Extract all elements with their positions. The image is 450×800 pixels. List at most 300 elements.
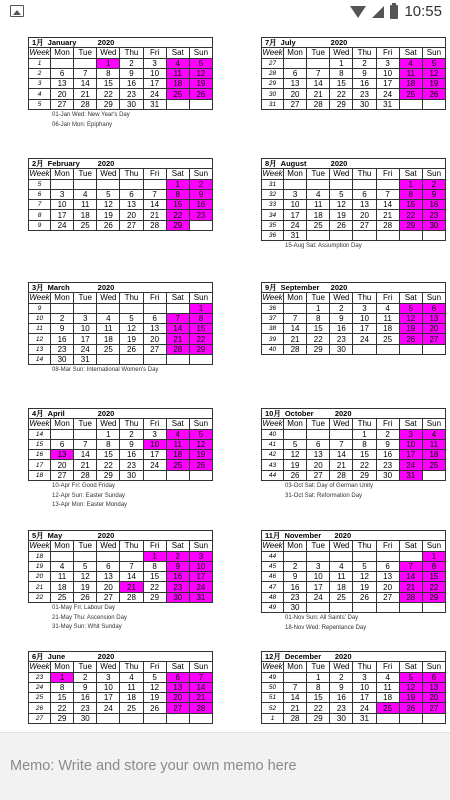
day-cell[interactable]: 5 <box>120 313 143 323</box>
day-cell[interactable]: 6 <box>51 439 74 449</box>
day-cell[interactable]: 3 <box>143 429 166 439</box>
day-cell[interactable]: 10 <box>307 572 330 582</box>
day-cell[interactable]: 29 <box>189 344 212 354</box>
day-cell[interactable] <box>189 470 212 480</box>
day-cell[interactable]: 29 <box>97 470 120 480</box>
day-cell[interactable]: 23 <box>74 703 97 713</box>
day-cell[interactable]: 14 <box>74 79 97 89</box>
day-cell[interactable]: 7 <box>399 561 422 571</box>
day-cell[interactable] <box>120 551 143 561</box>
day-cell[interactable]: 5 <box>353 561 376 571</box>
day-cell[interactable] <box>97 713 120 723</box>
day-cell[interactable]: 18 <box>399 79 422 89</box>
day-cell[interactable] <box>376 603 399 613</box>
day-cell[interactable]: 20 <box>284 89 307 99</box>
day-cell[interactable]: 30 <box>74 713 97 723</box>
day-cell[interactable]: 2 <box>376 429 399 439</box>
day-cell[interactable]: 14 <box>74 450 97 460</box>
day-cell[interactable]: 17 <box>143 450 166 460</box>
day-cell[interactable]: 9 <box>284 572 307 582</box>
day-cell[interactable]: 17 <box>284 210 307 220</box>
day-cell[interactable]: 10 <box>399 439 422 449</box>
day-cell[interactable] <box>353 551 376 561</box>
day-cell[interactable]: 30 <box>353 99 376 109</box>
day-cell[interactable] <box>97 551 120 561</box>
day-cell[interactable]: 7 <box>307 68 330 78</box>
day-cell[interactable]: 12 <box>284 450 307 460</box>
day-cell[interactable] <box>74 179 97 189</box>
day-cell[interactable]: 21 <box>74 89 97 99</box>
day-cell[interactable]: 29 <box>51 713 74 723</box>
day-cell[interactable]: 20 <box>307 460 330 470</box>
day-cell[interactable]: 5 <box>189 58 212 68</box>
day-cell[interactable]: 19 <box>284 460 307 470</box>
day-cell[interactable]: 25 <box>120 703 143 713</box>
day-cell[interactable]: 24 <box>143 460 166 470</box>
day-cell[interactable]: 23 <box>284 592 307 602</box>
day-cell[interactable]: 20 <box>143 334 166 344</box>
day-cell[interactable] <box>284 551 307 561</box>
day-cell[interactable]: 10 <box>353 313 376 323</box>
day-cell[interactable]: 25 <box>74 220 97 230</box>
day-cell[interactable]: 17 <box>74 334 97 344</box>
day-cell[interactable]: 1 <box>307 672 330 682</box>
day-cell[interactable] <box>189 355 212 365</box>
day-cell[interactable]: 23 <box>330 703 353 713</box>
day-cell[interactable]: 11 <box>399 68 422 78</box>
day-cell[interactable] <box>120 355 143 365</box>
day-cell[interactable]: 19 <box>422 79 445 89</box>
day-cell[interactable]: 19 <box>330 210 353 220</box>
day-cell[interactable]: 29 <box>422 592 445 602</box>
day-cell[interactable]: 22 <box>307 334 330 344</box>
day-cell[interactable]: 12 <box>143 682 166 692</box>
day-cell[interactable] <box>330 551 353 561</box>
day-cell[interactable]: 11 <box>376 682 399 692</box>
day-cell[interactable]: 24 <box>51 220 74 230</box>
day-cell[interactable]: 2 <box>189 179 212 189</box>
day-cell[interactable]: 17 <box>143 79 166 89</box>
day-cell[interactable]: 11 <box>422 439 445 449</box>
day-cell[interactable]: 6 <box>143 313 166 323</box>
day-cell[interactable]: 10 <box>353 682 376 692</box>
day-cell[interactable]: 25 <box>376 334 399 344</box>
day-cell[interactable]: 26 <box>422 89 445 99</box>
day-cell[interactable]: 19 <box>74 582 97 592</box>
day-cell[interactable]: 25 <box>166 89 189 99</box>
day-cell[interactable]: 15 <box>399 200 422 210</box>
day-cell[interactable]: 23 <box>353 89 376 99</box>
day-cell[interactable]: 13 <box>51 450 74 460</box>
day-cell[interactable]: 30 <box>330 344 353 354</box>
day-cell[interactable]: 9 <box>120 439 143 449</box>
day-cell[interactable]: 14 <box>307 79 330 89</box>
day-cell[interactable]: 31 <box>399 470 422 480</box>
day-cell[interactable]: 3 <box>353 303 376 313</box>
day-cell[interactable]: 12 <box>353 572 376 582</box>
day-cell[interactable]: 1 <box>51 672 74 682</box>
day-cell[interactable]: 11 <box>166 68 189 78</box>
day-cell[interactable] <box>399 713 422 723</box>
day-cell[interactable]: 21 <box>189 693 212 703</box>
day-cell[interactable] <box>376 344 399 354</box>
day-cell[interactable]: 31 <box>284 231 307 241</box>
day-cell[interactable]: 20 <box>422 324 445 334</box>
day-cell[interactable]: 7 <box>74 68 97 78</box>
day-cell[interactable]: 14 <box>376 200 399 210</box>
day-cell[interactable]: 24 <box>307 592 330 602</box>
day-cell[interactable]: 3 <box>51 189 74 199</box>
day-cell[interactable]: 25 <box>376 703 399 713</box>
day-cell[interactable]: 16 <box>376 450 399 460</box>
day-cell[interactable]: 4 <box>399 58 422 68</box>
day-cell[interactable]: 16 <box>120 79 143 89</box>
day-cell[interactable]: 19 <box>399 693 422 703</box>
day-cell[interactable] <box>330 179 353 189</box>
day-cell[interactable]: 13 <box>120 200 143 210</box>
day-cell[interactable]: 19 <box>189 450 212 460</box>
day-cell[interactable]: 17 <box>399 450 422 460</box>
day-cell[interactable]: 15 <box>330 79 353 89</box>
day-cell[interactable]: 2 <box>330 303 353 313</box>
day-cell[interactable] <box>353 603 376 613</box>
day-cell[interactable]: 26 <box>143 703 166 713</box>
day-cell[interactable]: 27 <box>166 703 189 713</box>
day-cell[interactable]: 29 <box>166 220 189 230</box>
day-cell[interactable]: 9 <box>51 324 74 334</box>
day-cell[interactable]: 30 <box>166 592 189 602</box>
day-cell[interactable]: 8 <box>307 682 330 692</box>
day-cell[interactable]: 11 <box>51 572 74 582</box>
day-cell[interactable] <box>97 303 120 313</box>
day-cell[interactable]: 21 <box>284 703 307 713</box>
day-cell[interactable]: 7 <box>120 561 143 571</box>
day-cell[interactable]: 24 <box>399 460 422 470</box>
day-cell[interactable]: 21 <box>307 89 330 99</box>
day-cell[interactable]: 9 <box>376 439 399 449</box>
day-cell[interactable]: 26 <box>120 344 143 354</box>
day-cell[interactable]: 8 <box>166 189 189 199</box>
day-cell[interactable] <box>74 303 97 313</box>
day-cell[interactable]: 11 <box>120 682 143 692</box>
day-cell[interactable]: 16 <box>166 572 189 582</box>
day-cell[interactable]: 9 <box>330 313 353 323</box>
day-cell[interactable]: 1 <box>189 303 212 313</box>
day-cell[interactable]: 25 <box>330 592 353 602</box>
day-cell[interactable]: 28 <box>307 99 330 109</box>
day-cell[interactable]: 17 <box>51 210 74 220</box>
day-cell[interactable]: 9 <box>189 189 212 199</box>
day-cell[interactable]: 1 <box>166 179 189 189</box>
day-cell[interactable]: 3 <box>143 58 166 68</box>
day-cell[interactable] <box>399 344 422 354</box>
day-cell[interactable]: 17 <box>376 79 399 89</box>
day-cell[interactable]: 15 <box>97 450 120 460</box>
day-cell[interactable]: 6 <box>422 672 445 682</box>
day-cell[interactable]: 21 <box>120 582 143 592</box>
day-cell[interactable]: 3 <box>399 429 422 439</box>
day-cell[interactable] <box>166 303 189 313</box>
day-cell[interactable] <box>353 344 376 354</box>
day-cell[interactable]: 22 <box>97 460 120 470</box>
day-cell[interactable] <box>120 303 143 313</box>
day-cell[interactable] <box>284 303 307 313</box>
day-cell[interactable]: 16 <box>189 200 212 210</box>
day-cell[interactable]: 1 <box>307 303 330 313</box>
day-cell[interactable]: 4 <box>422 429 445 439</box>
day-cell[interactable]: 18 <box>120 693 143 703</box>
day-cell[interactable] <box>307 231 330 241</box>
day-cell[interactable]: 9 <box>353 68 376 78</box>
day-cell[interactable]: 22 <box>353 460 376 470</box>
day-cell[interactable]: 4 <box>51 561 74 571</box>
day-cell[interactable] <box>422 344 445 354</box>
day-cell[interactable] <box>376 551 399 561</box>
day-cell[interactable]: 18 <box>74 210 97 220</box>
day-cell[interactable]: 4 <box>166 429 189 439</box>
day-cell[interactable] <box>284 179 307 189</box>
day-cell[interactable] <box>51 58 74 68</box>
day-cell[interactable]: 23 <box>120 460 143 470</box>
day-cell[interactable]: 5 <box>143 672 166 682</box>
day-cell[interactable]: 2 <box>120 429 143 439</box>
day-cell[interactable]: 10 <box>51 200 74 210</box>
day-cell[interactable]: 8 <box>97 439 120 449</box>
day-cell[interactable]: 18 <box>422 450 445 460</box>
day-cell[interactable]: 15 <box>166 200 189 210</box>
day-cell[interactable]: 17 <box>307 582 330 592</box>
day-cell[interactable]: 3 <box>307 561 330 571</box>
day-cell[interactable] <box>399 231 422 241</box>
day-cell[interactable] <box>166 355 189 365</box>
day-cell[interactable]: 26 <box>330 220 353 230</box>
day-cell[interactable]: 1 <box>422 551 445 561</box>
day-cell[interactable]: 30 <box>51 355 74 365</box>
day-cell[interactable]: 28 <box>330 470 353 480</box>
day-cell[interactable]: 17 <box>353 324 376 334</box>
day-cell[interactable]: 17 <box>189 572 212 582</box>
day-cell[interactable]: 12 <box>97 200 120 210</box>
day-cell[interactable]: 27 <box>51 470 74 480</box>
day-cell[interactable]: 2 <box>422 179 445 189</box>
day-cell[interactable]: 13 <box>376 572 399 582</box>
day-cell[interactable]: 1 <box>143 551 166 561</box>
day-cell[interactable]: 12 <box>120 324 143 334</box>
day-cell[interactable]: 6 <box>422 303 445 313</box>
day-cell[interactable] <box>422 99 445 109</box>
day-cell[interactable]: 14 <box>166 324 189 334</box>
day-cell[interactable]: 5 <box>189 429 212 439</box>
day-cell[interactable]: 18 <box>97 334 120 344</box>
day-cell[interactable]: 6 <box>376 561 399 571</box>
day-cell[interactable]: 28 <box>399 592 422 602</box>
day-cell[interactable]: 10 <box>376 68 399 78</box>
day-cell[interactable]: 27 <box>353 220 376 230</box>
day-cell[interactable]: 27 <box>307 470 330 480</box>
day-cell[interactable]: 24 <box>189 582 212 592</box>
day-cell[interactable]: 27 <box>422 703 445 713</box>
day-cell[interactable]: 19 <box>120 334 143 344</box>
day-cell[interactable] <box>422 231 445 241</box>
day-cell[interactable]: 14 <box>399 572 422 582</box>
day-cell[interactable]: 3 <box>376 58 399 68</box>
day-cell[interactable]: 29 <box>307 344 330 354</box>
day-cell[interactable]: 19 <box>143 693 166 703</box>
day-cell[interactable] <box>189 220 212 230</box>
day-cell[interactable]: 23 <box>51 344 74 354</box>
day-cell[interactable]: 2 <box>284 561 307 571</box>
day-cell[interactable]: 18 <box>376 693 399 703</box>
day-cell[interactable]: 31 <box>376 99 399 109</box>
day-cell[interactable]: 7 <box>143 189 166 199</box>
day-cell[interactable]: 9 <box>330 682 353 692</box>
day-cell[interactable]: 27 <box>51 99 74 109</box>
day-cell[interactable] <box>330 231 353 241</box>
day-cell[interactable]: 1 <box>353 429 376 439</box>
day-cell[interactable]: 16 <box>51 334 74 344</box>
day-cell[interactable]: 1 <box>330 58 353 68</box>
day-cell[interactable]: 8 <box>97 68 120 78</box>
day-cell[interactable]: 30 <box>120 470 143 480</box>
day-cell[interactable] <box>307 429 330 439</box>
day-cell[interactable]: 26 <box>399 703 422 713</box>
day-cell[interactable] <box>376 231 399 241</box>
day-cell[interactable]: 22 <box>97 89 120 99</box>
day-cell[interactable]: 20 <box>51 89 74 99</box>
day-cell[interactable]: 29 <box>307 713 330 723</box>
day-cell[interactable]: 25 <box>97 344 120 354</box>
day-cell[interactable] <box>330 603 353 613</box>
day-cell[interactable]: 3 <box>284 189 307 199</box>
day-cell[interactable]: 20 <box>376 582 399 592</box>
day-cell[interactable] <box>399 603 422 613</box>
day-cell[interactable]: 12 <box>189 439 212 449</box>
day-cell[interactable]: 25 <box>399 89 422 99</box>
memo-input[interactable] <box>10 751 440 781</box>
day-cell[interactable]: 19 <box>399 324 422 334</box>
day-cell[interactable]: 10 <box>284 200 307 210</box>
day-cell[interactable]: 8 <box>189 313 212 323</box>
day-cell[interactable]: 6 <box>166 672 189 682</box>
day-cell[interactable]: 10 <box>97 682 120 692</box>
day-cell[interactable]: 15 <box>307 324 330 334</box>
day-cell[interactable]: 4 <box>97 313 120 323</box>
day-cell[interactable]: 30 <box>376 470 399 480</box>
day-cell[interactable] <box>307 603 330 613</box>
day-cell[interactable]: 19 <box>353 582 376 592</box>
day-cell[interactable]: 24 <box>284 220 307 230</box>
day-cell[interactable]: 24 <box>353 703 376 713</box>
day-cell[interactable]: 14 <box>330 450 353 460</box>
day-cell[interactable]: 5 <box>97 189 120 199</box>
day-cell[interactable]: 23 <box>376 460 399 470</box>
day-cell[interactable] <box>166 99 189 109</box>
day-cell[interactable]: 21 <box>399 582 422 592</box>
day-cell[interactable]: 8 <box>330 68 353 78</box>
day-cell[interactable]: 12 <box>189 68 212 78</box>
day-cell[interactable]: 13 <box>422 682 445 692</box>
day-cell[interactable]: 28 <box>74 470 97 480</box>
day-cell[interactable]: 27 <box>143 344 166 354</box>
day-cell[interactable]: 21 <box>74 460 97 470</box>
day-cell[interactable]: 28 <box>166 344 189 354</box>
day-cell[interactable]: 28 <box>284 344 307 354</box>
day-cell[interactable]: 7 <box>189 672 212 682</box>
day-cell[interactable]: 30 <box>422 220 445 230</box>
day-cell[interactable]: 26 <box>97 220 120 230</box>
day-cell[interactable] <box>143 470 166 480</box>
day-cell[interactable]: 5 <box>422 58 445 68</box>
day-cell[interactable]: 22 <box>143 582 166 592</box>
day-cell[interactable]: 15 <box>307 693 330 703</box>
day-cell[interactable] <box>189 99 212 109</box>
day-cell[interactable]: 2 <box>51 313 74 323</box>
day-cell[interactable]: 4 <box>307 189 330 199</box>
day-cell[interactable]: 23 <box>422 210 445 220</box>
day-cell[interactable]: 30 <box>284 603 307 613</box>
day-cell[interactable]: 15 <box>422 572 445 582</box>
day-cell[interactable] <box>284 429 307 439</box>
calendar-scroll-area[interactable] <box>0 24 450 732</box>
day-cell[interactable]: 16 <box>330 693 353 703</box>
day-cell[interactable] <box>284 58 307 68</box>
day-cell[interactable]: 2 <box>166 551 189 561</box>
day-cell[interactable]: 18 <box>376 324 399 334</box>
day-cell[interactable]: 8 <box>399 189 422 199</box>
day-cell[interactable]: 25 <box>166 460 189 470</box>
day-cell[interactable]: 6 <box>97 561 120 571</box>
day-cell[interactable]: 28 <box>376 220 399 230</box>
day-cell[interactable] <box>74 429 97 439</box>
day-cell[interactable]: 6 <box>353 189 376 199</box>
day-cell[interactable]: 15 <box>189 324 212 334</box>
day-cell[interactable]: 5 <box>284 439 307 449</box>
day-cell[interactable]: 11 <box>97 324 120 334</box>
day-cell[interactable]: 13 <box>307 450 330 460</box>
day-cell[interactable]: 29 <box>143 592 166 602</box>
day-cell[interactable]: 20 <box>97 582 120 592</box>
day-cell[interactable]: 18 <box>330 582 353 592</box>
day-cell[interactable]: 9 <box>74 682 97 692</box>
day-cell[interactable]: 22 <box>330 89 353 99</box>
day-cell[interactable]: 17 <box>97 693 120 703</box>
day-cell[interactable]: 15 <box>353 450 376 460</box>
day-cell[interactable]: 27 <box>422 334 445 344</box>
day-cell[interactable]: 22 <box>166 210 189 220</box>
day-cell[interactable]: 12 <box>399 682 422 692</box>
day-cell[interactable]: 8 <box>143 561 166 571</box>
day-cell[interactable]: 29 <box>330 99 353 109</box>
day-cell[interactable]: 25 <box>307 220 330 230</box>
day-cell[interactable]: 29 <box>399 220 422 230</box>
day-cell[interactable]: 7 <box>330 439 353 449</box>
day-cell[interactable]: 11 <box>74 200 97 210</box>
day-cell[interactable]: 26 <box>189 460 212 470</box>
day-cell[interactable]: 23 <box>120 89 143 99</box>
day-cell[interactable]: 31 <box>143 99 166 109</box>
day-cell[interactable]: 24 <box>353 334 376 344</box>
day-cell[interactable]: 11 <box>307 200 330 210</box>
day-cell[interactable]: 23 <box>166 582 189 592</box>
day-cell[interactable]: 31 <box>189 592 212 602</box>
day-cell[interactable]: 11 <box>166 439 189 449</box>
day-cell[interactable] <box>307 179 330 189</box>
day-cell[interactable] <box>120 713 143 723</box>
day-cell[interactable]: 1 <box>97 58 120 68</box>
day-cell[interactable]: 14 <box>284 324 307 334</box>
day-cell[interactable] <box>307 58 330 68</box>
day-cell[interactable]: 28 <box>284 713 307 723</box>
